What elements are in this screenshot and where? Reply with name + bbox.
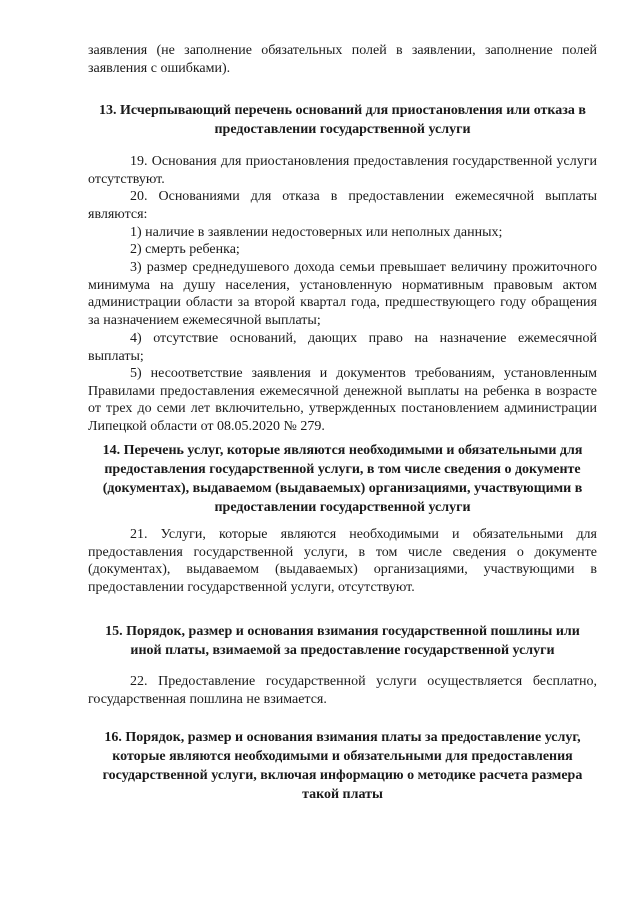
list-item-5: 5) несоответствие заявления и документов требованиям, установленным Правилами предоставления ежемесячной денежной выплаты на ребенка в возрасте от трех до семи лет включительно, утвержденных постановлением администрации Липецкой области от 08.05.2020 № 279. xyxy=(88,366,597,434)
paragraph-21: 21. Услуги, которые являются необходимыми и обязательными для предоставления государственной услуги, в том числе сведения о документе (документах), выдаваемом (выдаваемых) организациями, участвующими в предоставлении государственной услуги, отсутствуют. xyxy=(88,527,597,595)
paragraph-20: 20. Основаниями для отказа в предоставлении ежемесячной выплаты являются: xyxy=(88,189,597,222)
section-14-heading: 14. Перечень услуг, которые являются необходимыми и обязательными для предоставления государственной услуги, в том числе сведения о документе (документах), выдаваемом (выдаваемых) организациями, участвующими в предоставлении государственной услуги xyxy=(102,443,583,515)
list-item-1: 1) наличие в заявлении недостоверных или неполных данных; xyxy=(130,225,503,240)
list-item-4: 4) отсутствие оснований, дающих право на назначение ежемесячной выплаты; xyxy=(88,331,597,364)
section-13-heading: 13. Исчерпывающий перечень оснований для приостановления или отказа в предоставлении государственной услуги xyxy=(99,103,586,137)
paragraph-19: 19. Основания для приостановления предоставления государственной услуги отсутствуют. xyxy=(88,154,597,187)
paragraph-22: 22. Предоставление государственной услуги осуществляется бесплатно, государственная пошлина не взимается. xyxy=(88,674,597,707)
section-15-heading: 15. Порядок, размер и основания взимания государственной пошлины или иной платы, взимаемой за предоставление государственной услуги xyxy=(105,624,580,658)
list-item-2: 2) смерть ребенка; xyxy=(130,242,240,257)
continuation-paragraph: заявления (не заполнение обязательных полей в заявлении, заполнение полей заявления с ошибками). xyxy=(88,43,597,76)
list-item-3: 3) размер среднедушевого дохода семьи превышает величину прожиточного минимума на душу населения, установленную нормативным правовым актом администрации области за второй квартал года, предшествующего году обращения за назначением ежемесячной выплаты; xyxy=(88,260,597,328)
section-16-heading: 16. Порядок, размер и основания взимания платы за предоставление услуг, которые являются необходимыми и обязательными для предоставления государственной услуги, включая информацию о методике расчета размера такой платы xyxy=(102,730,583,802)
